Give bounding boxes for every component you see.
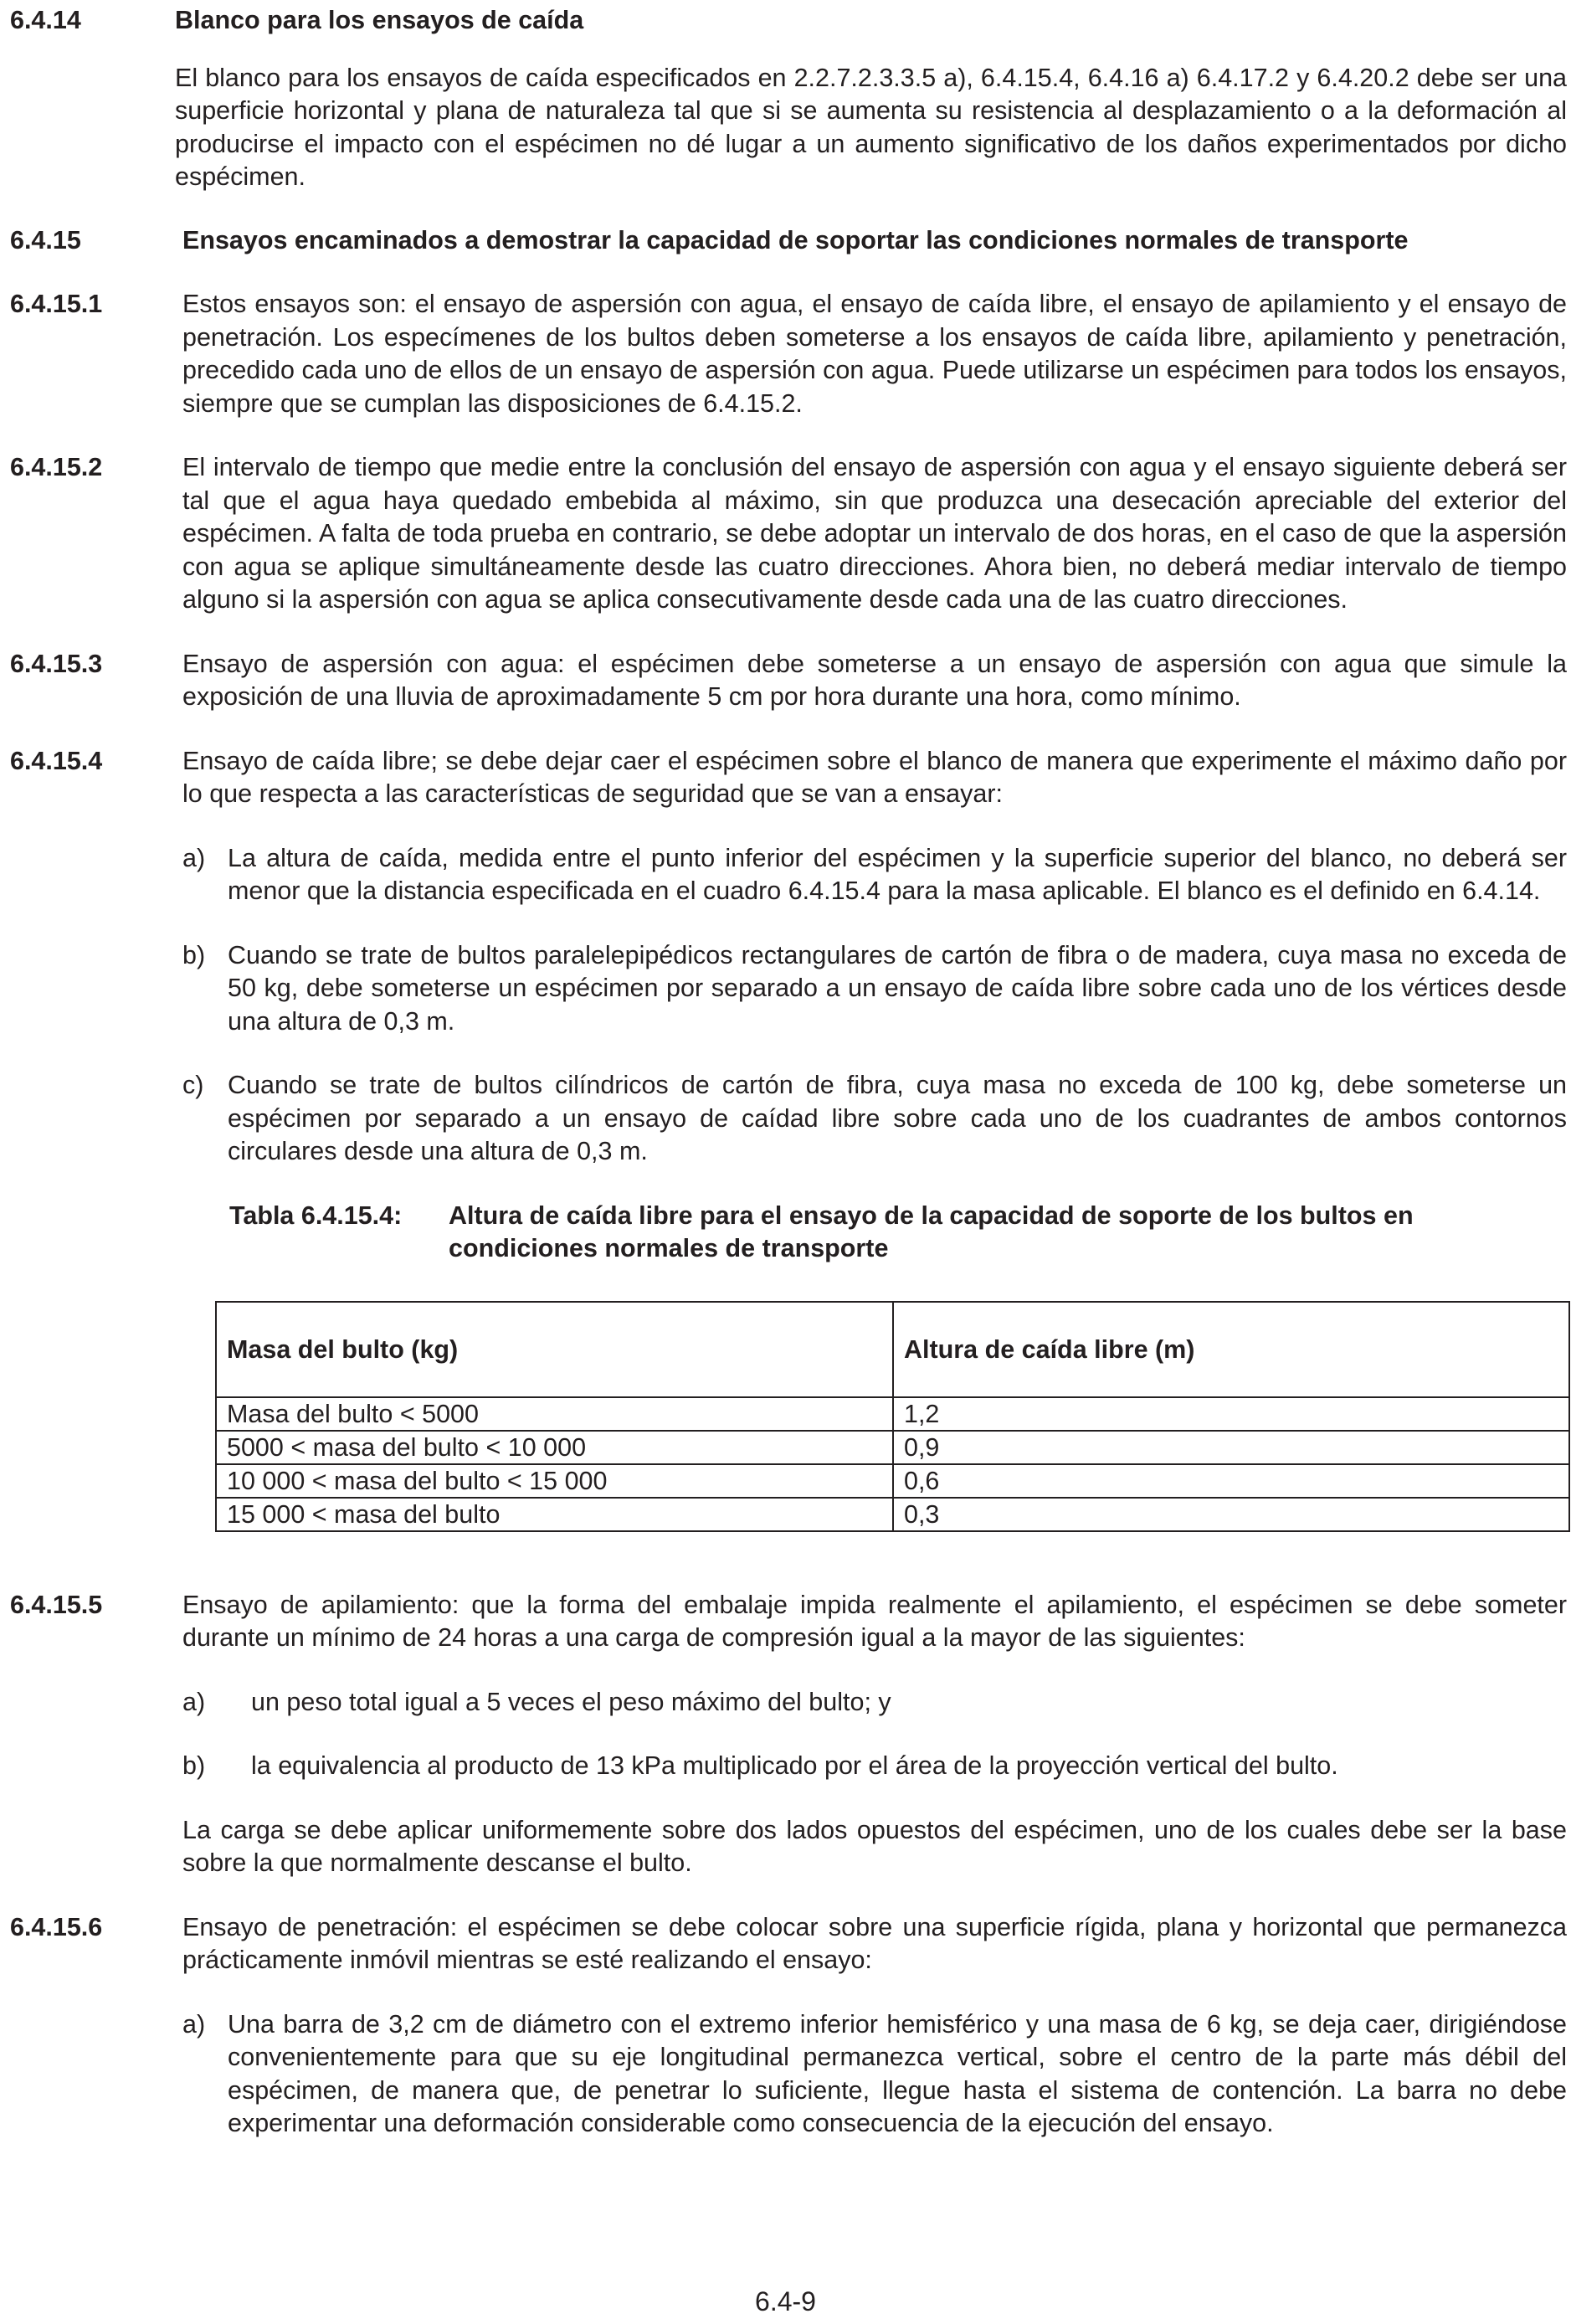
- section-number: 6.4.15.2: [10, 453, 103, 481]
- section-number: 6.4.15.6: [10, 1912, 103, 1941]
- list-item-label: a): [182, 1687, 206, 1716]
- list-item: [182, 1750, 1567, 1783]
- section-6-4-15-1: [10, 288, 1567, 420]
- table-header-cell: Altura de caída libre (m): [893, 1302, 1569, 1397]
- section-6-4-14: [10, 4, 1567, 194]
- list-item: [182, 842, 1567, 908]
- page-number: 6.4-9: [755, 2286, 816, 2316]
- list-item-label: a): [182, 2009, 206, 2039]
- list-item-text: Una barra de 3,2 cm de diámetro con el extremo inferior hemisférico y una masa de 6 kg, se deja caer, dirigiéndose convenientemente para que su eje longitudinal permanezca vertical, sobre el centro de la parte más débil del espécimen, de manera que, de penetrar lo suficiente, llegue hasta el sistema de contención. La barra no debe experimentar una deformación considerable como consecuencia de la ejecución del ensayo.: [228, 2009, 1567, 2137]
- section-body: El intervalo de tiempo que medie entre la conclusión del ensayo de aspersión con agua y el ensayo siguiente deberá ser tal que el agua haya quedado embebida al máximo, sin que produzca una desecación apreciable del exterior del espécimen. A falta de toda prueba en contrario, se debe adoptar un intervalo de dos horas, en el caso de que la aspersión con agua se aplique simultáneamente desde las cuatro direcciones. Ahora bien, no deberá mediar intervalo de tiempo alguno si la aspersión con agua se aplica consecutivamente desde cada una de las cuatro direcciones.: [182, 453, 1567, 614]
- section-number: 6.4.15: [10, 225, 81, 255]
- section-title: Ensayos encaminados a demostrar la capacidad de soportar las condiciones normales de transporte: [182, 225, 1409, 255]
- list-item-text: Cuando se trate de bultos cilíndricos de cartón de fibra, cuya masa no exceda de 100 kg, debe someterse un espécimen por separado a un ensayo de caídad libre sobre cada uno de los cuadrantes de ambos contornos circulares desde una altura de 0,3 m.: [228, 1071, 1567, 1165]
- list-item-label: c): [182, 1071, 204, 1099]
- section-6-4-15-6: [10, 1911, 1567, 2141]
- drop-height-table: [215, 1301, 1570, 1532]
- document-page: [10, 4, 1567, 2141]
- table-cell: 0,6: [893, 1464, 1569, 1498]
- table-cell: 0,3: [893, 1498, 1569, 1531]
- table-caption: [229, 1200, 1567, 1266]
- list-item: [182, 1069, 1567, 1169]
- list-item-label: b): [182, 940, 206, 969]
- list-item-label: a): [182, 843, 206, 872]
- table-cell: 1,2: [893, 1397, 1569, 1431]
- table-cell: 10 000 < masa del bulto < 15 000: [216, 1464, 893, 1498]
- table-cell: 0,9: [893, 1431, 1569, 1464]
- section-number: 6.4.14: [10, 6, 81, 34]
- list-item-text: Cuando se trate de bultos paralelepipédicos rectangulares de cartón de fibra o de madera, cuya masa no exceda de 50 kg, debe someterse un espécimen por separado a un ensayo de caída libre sobre cada uno de los vértices desde una altura de 0,3 m.: [228, 940, 1567, 1036]
- section-number: 6.4.15.5: [10, 1590, 103, 1619]
- table-cell: Masa del bulto < 5000: [216, 1397, 893, 1431]
- table-caption-text: Altura de caída libre para el ensayo de la capacidad de soporte de los bultos en condiciones normales de transporte: [449, 1201, 1414, 1262]
- section-6-4-15-2: [10, 451, 1567, 617]
- table-row: [216, 1431, 1569, 1464]
- section-6-4-15-3: [10, 648, 1567, 714]
- table-cell: 15 000 < masa del bulto: [216, 1498, 893, 1531]
- section-body: Estos ensayos son: el ensayo de aspersión con agua, el ensayo de caída libre, el ensayo de apilamiento y el ensayo de penetración. Los especímenes de los bultos deben someterse a los ensayos de caída libre, apilamiento y penetración, precedido cada uno de ellos de un ensayo de aspersión con agua. Puede utilizarse un espécimen para todos los ensayos, siempre que se cumplan las disposiciones de 6.4.15.2.: [182, 290, 1567, 418]
- section-body: Ensayo de caída libre; se debe dejar caer el espécimen sobre el blanco de manera que experimente el máximo daño por lo que respecta a las características de seguridad que se van a ensayar:: [182, 746, 1567, 808]
- section-title: Blanco para los ensayos de caída: [175, 6, 584, 34]
- list-item: [182, 2008, 1567, 2141]
- section-body: Ensayo de apilamiento: que la forma del embalaje impida realmente el apilamiento, el espécimen se debe someter durante un mínimo de 24 horas a una carga de compresión igual a la mayor de las siguientes:: [182, 1590, 1567, 1652]
- section-body: Ensayo de aspersión con agua: el espécimen debe someterse a un ensayo de aspersión con agua que simule la exposición de una lluvia de aproximadamente 5 cm por hora durante una hora, como mínimo.: [182, 649, 1567, 711]
- table-row: [216, 1464, 1569, 1498]
- list-item: [182, 1686, 1567, 1720]
- table-row: [216, 1397, 1569, 1431]
- list-item: [182, 939, 1567, 1039]
- section-body-continuation: La carga se debe aplicar uniformemente sobre dos lados opuestos del espécimen, uno de los cuales debe ser la base sobre la que normalmente descanse el bulto.: [182, 1815, 1567, 1877]
- section-number: 6.4.15.4: [10, 746, 103, 775]
- list-item-text: la equivalencia al producto de 13 kPa multiplicado por el área de la proyección vertical del bulto.: [251, 1751, 1338, 1780]
- list-item-text: La altura de caída, medida entre el punto inferior del espécimen y la superficie superior del blanco, no deberá ser menor que la distancia especificada en el cuadro 6.4.15.4 para la masa aplicable. El blanco es el definido en 6.4.14.: [228, 843, 1567, 905]
- section-6-4-15-5: [10, 1589, 1567, 1880]
- table-header-cell: Masa del bulto (kg): [216, 1302, 893, 1397]
- section-number: 6.4.15.1: [10, 290, 103, 318]
- table-cell: 5000 < masa del bulto < 10 000: [216, 1431, 893, 1464]
- table-caption-label: Tabla 6.4.15.4:: [229, 1201, 403, 1230]
- table-header-row: [216, 1302, 1569, 1397]
- section-6-4-15-4: [10, 745, 1567, 1532]
- list-item-label: b): [182, 1751, 206, 1780]
- list-item-text: un peso total igual a 5 veces el peso máximo del bulto; y: [251, 1687, 891, 1716]
- section-number: 6.4.15.3: [10, 649, 103, 678]
- table-row: [216, 1498, 1569, 1531]
- section-body: Ensayo de penetración: el espécimen se debe colocar sobre una superficie rígida, plana y horizontal que permanezca prácticamente inmóvil mientras se esté realizando el ensayo:: [182, 1912, 1567, 1974]
- section-6-4-15: [10, 224, 1567, 258]
- section-body: El blanco para los ensayos de caída especificados en 2.2.7.2.3.3.5 a), 6.4.15.4, 6.4.16 a) 6.4.17.2 y 6.4.20.2 debe ser una superficie horizontal y plana de naturaleza tal que si se aumenta su resistencia al desplazamiento o a la deformación al producirse el impacto con el espécimen no dé lugar a un aumento significativo de los daños experimentados por dicho espécimen.: [175, 63, 1567, 191]
